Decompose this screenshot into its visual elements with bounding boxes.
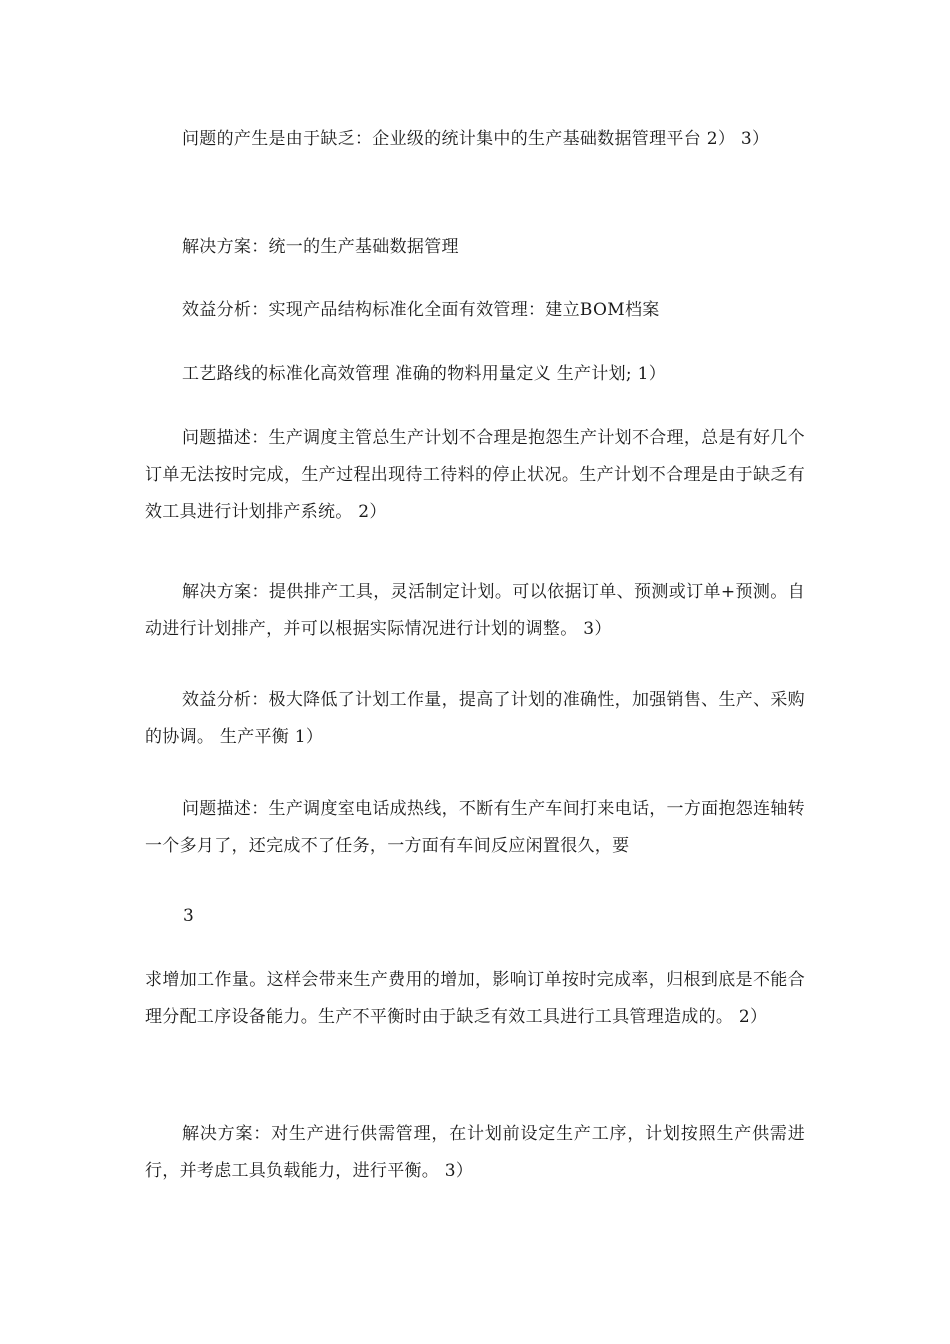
paragraph-solution-supply-demand: 解决方案：对生产进行供需管理，在计划前设定生产工序，计划按照生产供需进行，并考虑工具负载能力，进行平衡。 3） <box>145 1124 805 1181</box>
paragraph-solution-data-management: 解决方案：统一的生产基础数据管理 <box>182 237 459 257</box>
paragraph-problem-planning: 问题描述：生产调度主管总生产计划不合理是抱怨生产计划不合理，总是有好几个订单无法按时完成，生产过程出现待工待料的停止状况。生产计划不合理是由于缺乏有效工具进行计划排产系统。 2） <box>145 428 805 522</box>
paragraph-continued-balance: 求增加工作量。这样会带来生产费用的增加，影响订单按时完成率，归根到底是不能合理分配工序设备能力。生产不平衡时由于缺乏有效工具进行工具管理造成的。 2） <box>145 970 805 1027</box>
paragraph-problem-balance: 问题描述：生产调度室电话成热线，不断有生产车间打来电话，一方面抱怨连轴转一个多月了，还完成不了任务，一方面有车间反应闲置很久，要 <box>145 799 805 856</box>
paragraph-benefit-bom: 效益分析：实现产品结构标准化全面有效管理：建立BOM档案 <box>182 300 660 320</box>
paragraph-problem-cause: 问题的产生是由于缺乏：企业级的统计集中的生产基础数据管理平台 2） 3） <box>182 129 770 149</box>
paragraph-benefit-planning: 效益分析：极大降低了计划工作量，提高了计划的准确性，加强销售、生产、采购的协调。 生产平衡 1） <box>145 690 805 747</box>
page-number: 3 <box>183 906 194 926</box>
paragraph-process-routing: 工艺路线的标准化高效管理 准确的物料用量定义 生产计划; 1） <box>182 364 667 384</box>
paragraph-solution-scheduling: 解决方案：提供排产工具，灵活制定计划。可以依据订单、预测或订单+预测。自动进行计划排产，并可以根据实际情况进行计划的调整。 3） <box>145 582 805 639</box>
